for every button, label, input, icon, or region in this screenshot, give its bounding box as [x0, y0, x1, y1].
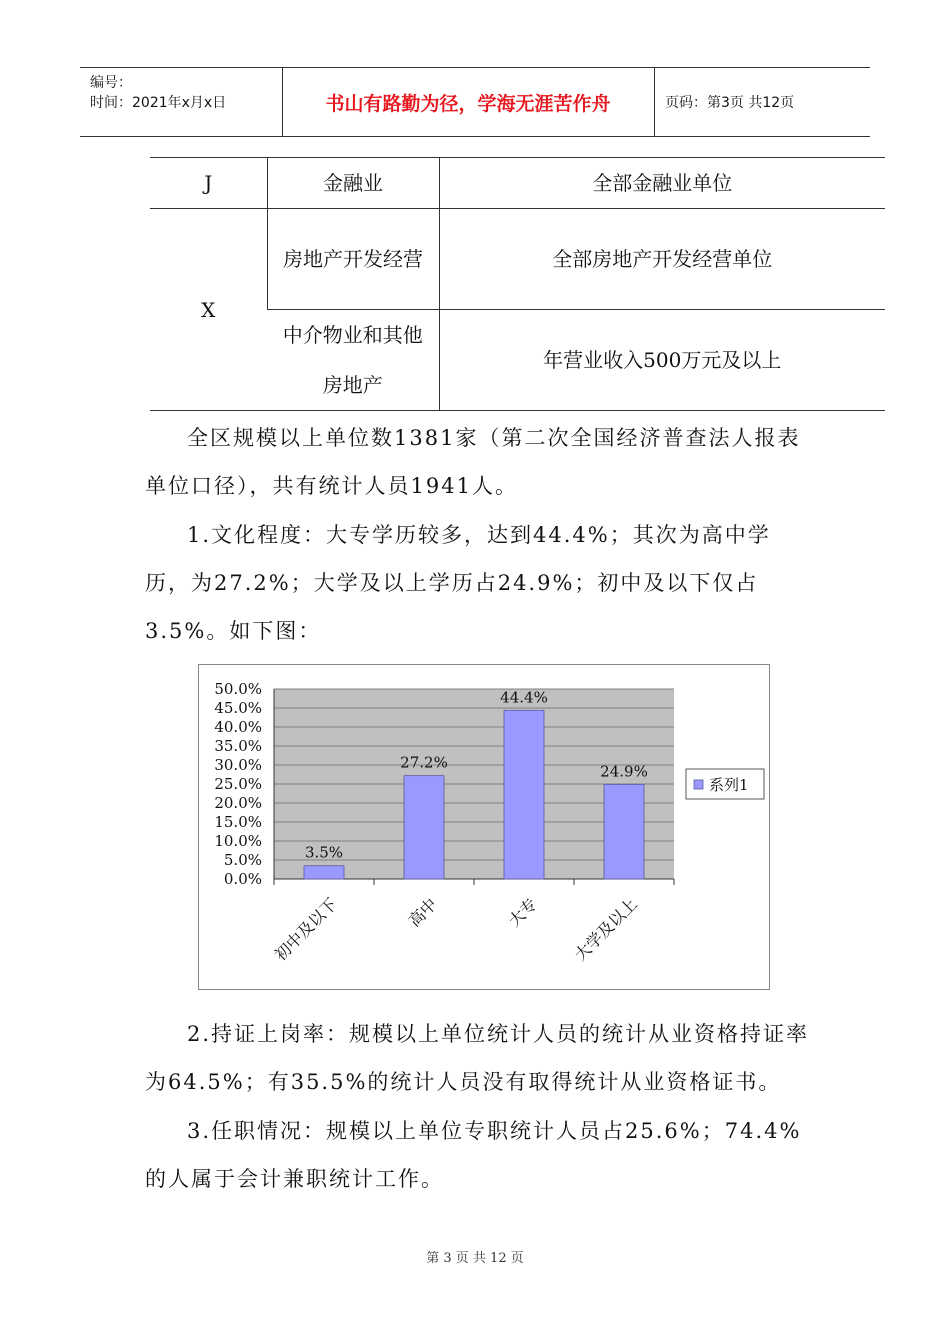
bar [404, 776, 444, 879]
bar [604, 784, 644, 879]
industry-name-cell: 金融业 [267, 158, 439, 209]
legend-label: 系列1 [709, 776, 749, 794]
y-tick-label: 5.0% [223, 851, 262, 869]
x-tick-label: 高中 [404, 894, 441, 931]
data-label: 27.2% [400, 753, 448, 772]
paragraph-certification [145, 1010, 810, 1106]
x-tick-label: 初中及以下 [270, 894, 341, 965]
header-motto: 书山有路勤为径，学海无涯苦作舟 [325, 92, 611, 115]
industry-scope-cell: 年营业收入500万元及以上 [439, 310, 885, 411]
paragraph-text: 2.持证上岗率：规模以上单位统计人员的统计从业资格持证率为64.5%；有35.5%的统计人员没有取得统计从业资格证书。 [145, 1022, 810, 1094]
number-label: 编号： [90, 75, 132, 91]
y-tick-label: 35.0% [214, 737, 262, 755]
table-row [150, 209, 885, 310]
legend-swatch [694, 780, 703, 789]
time-label: 时间：2021年x月x日 [90, 95, 227, 111]
x-tick-label: 大学及以上 [570, 894, 641, 965]
industry-scope-cell: 全部房地产开发经营单位 [439, 209, 885, 310]
data-label: 3.5% [304, 843, 344, 862]
y-tick-label: 15.0% [214, 813, 262, 831]
education-chart [198, 664, 770, 990]
x-tick-label: 大专 [504, 894, 541, 931]
paragraph-text: 全区规模以上单位数1381家（第二次全国经济普查法人报表单位口径），共有统计人员1941人。 [145, 426, 801, 498]
document-header [80, 67, 870, 137]
y-tick-label: 20.0% [214, 794, 262, 812]
industry-table [150, 157, 885, 411]
y-tick-label: 50.0% [214, 680, 262, 698]
paragraph-employment [145, 1107, 810, 1203]
header-meta [90, 73, 226, 113]
industry-scope-cell: 全部金融业单位 [439, 158, 885, 209]
industry-name-cell: 中介物业和其他房地产 [267, 310, 439, 411]
y-tick-label: 30.0% [214, 756, 262, 774]
paragraph-summary [145, 414, 810, 510]
table-row [150, 158, 885, 209]
page-footer: 第 3 页 共 12 页 [426, 1251, 524, 1266]
paragraph-text: 3.任职情况：规模以上单位专职统计人员占25.6%；74.4%的人属于会计兼职统计工作。 [145, 1119, 802, 1191]
y-tick-label: 40.0% [214, 718, 262, 736]
y-tick-label: 10.0% [214, 832, 262, 850]
y-tick-label: 25.0% [214, 775, 262, 793]
paragraph-text: 1.文化程度：大专学历较多，达到44.4%；其次为高中学历，为27.2%；大学及以上学历占24.9%；初中及以下仅占3.5%。如下图： [145, 523, 771, 643]
header-page-info: 页码：第3页 共12页 [665, 95, 795, 111]
bar-chart-svg [199, 665, 769, 989]
data-label: 44.4% [500, 688, 548, 707]
bar [504, 710, 544, 879]
data-label: 24.9% [600, 762, 648, 781]
y-tick-label: 45.0% [214, 699, 262, 717]
industry-code-cell: X [150, 209, 267, 411]
paragraph-education [145, 511, 810, 655]
industry-name-cell: 房地产开发经营 [267, 209, 439, 310]
bar [304, 866, 344, 879]
y-tick-label: 0.0% [223, 870, 262, 888]
header-divider [654, 68, 655, 136]
industry-code-cell: J [150, 158, 267, 209]
